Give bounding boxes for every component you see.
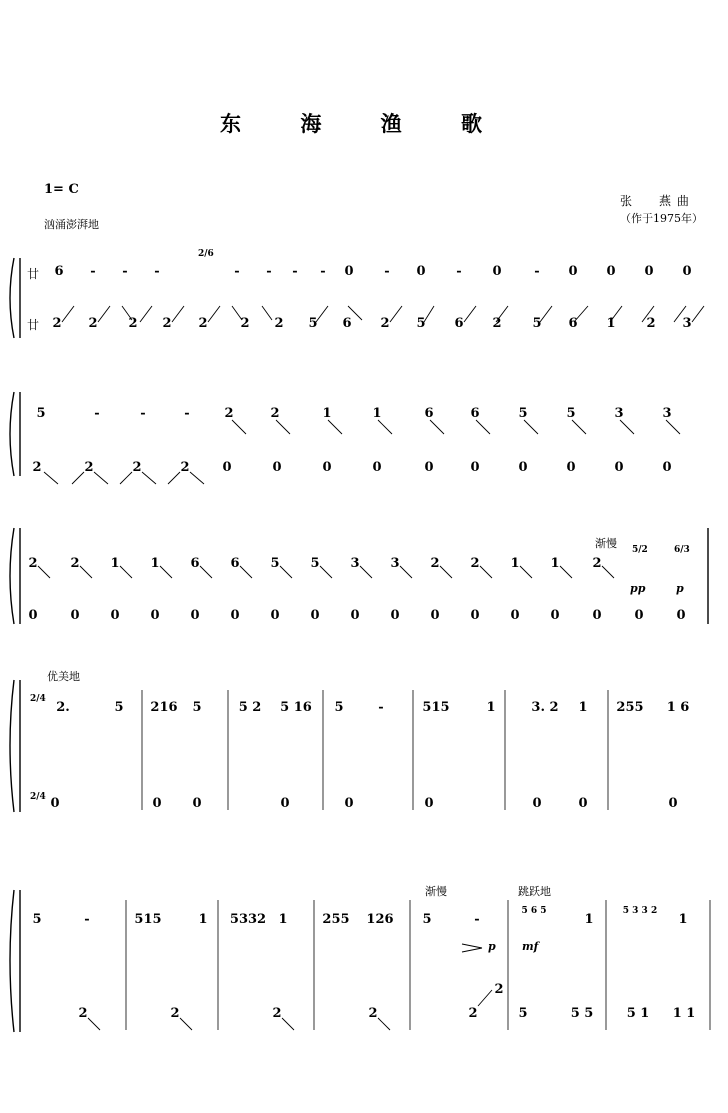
- note: -: [122, 264, 128, 279]
- note: 5: [518, 1006, 528, 1021]
- note: 5332: [229, 912, 267, 927]
- note: 2: [198, 316, 208, 331]
- note: 515: [134, 912, 162, 927]
- note: 0: [662, 460, 672, 475]
- note: 5: [310, 556, 320, 571]
- note: 2.: [56, 700, 70, 715]
- note: 3: [682, 316, 692, 331]
- note: 5 1: [626, 1006, 650, 1021]
- tempo-mark-1: 汹涌澎湃地: [44, 218, 99, 231]
- note: 0: [70, 608, 80, 623]
- note: 2: [128, 316, 138, 331]
- note: -: [184, 406, 190, 421]
- note: 2: [240, 316, 250, 331]
- note: 5: [422, 912, 432, 927]
- note: 2: [492, 316, 502, 331]
- note: 6: [454, 316, 464, 331]
- note: 0: [416, 264, 426, 279]
- note: -: [378, 700, 384, 715]
- note: -: [384, 264, 390, 279]
- time-signature-upper: 2/4: [30, 694, 46, 704]
- note: 0: [50, 796, 60, 811]
- note: 5 16: [280, 700, 312, 715]
- key-signature: 1= C: [44, 182, 79, 197]
- note: -: [154, 264, 160, 279]
- note-stack: 6/3: [674, 545, 690, 555]
- note-stack: 5/2: [632, 545, 648, 555]
- note: 2: [84, 460, 94, 475]
- note: 5: [334, 700, 344, 715]
- note: -: [90, 264, 96, 279]
- note: 0: [28, 608, 38, 623]
- note: 1 1: [672, 1006, 696, 1021]
- note: 0: [344, 264, 354, 279]
- note-group: 5 3 3 2: [622, 906, 658, 916]
- note: 0: [492, 264, 502, 279]
- note: 2: [162, 316, 172, 331]
- note: 1: [322, 406, 332, 421]
- note: 0: [152, 796, 162, 811]
- note: 2: [494, 982, 504, 997]
- note: 0: [272, 460, 282, 475]
- note: 3: [662, 406, 672, 421]
- tempo-mark-3: 优美地: [47, 670, 80, 683]
- page-title: 东 海 渔 歌: [220, 112, 508, 136]
- dynamic-p: p: [488, 940, 496, 953]
- note: 5: [36, 406, 46, 421]
- note: 1: [110, 556, 120, 571]
- note: 0: [550, 608, 560, 623]
- note: 0: [344, 796, 354, 811]
- note: 5: [308, 316, 318, 331]
- note: 5: [518, 406, 528, 421]
- note: 0: [614, 460, 624, 475]
- note: 2: [70, 556, 80, 571]
- note: 126: [366, 912, 394, 927]
- dynamic-pp: pp: [630, 582, 646, 595]
- note: 3: [350, 556, 360, 571]
- note: 515: [422, 700, 450, 715]
- note: 1: [198, 912, 208, 927]
- note: 2: [32, 460, 42, 475]
- note: 0: [682, 264, 692, 279]
- note: 6: [470, 406, 480, 421]
- note: 2: [470, 556, 480, 571]
- note: 2: [78, 1006, 88, 1021]
- note: 1: [278, 912, 288, 927]
- note: 2: [270, 406, 280, 421]
- part-label-lower: 廿: [27, 318, 40, 332]
- note: 2: [646, 316, 656, 331]
- note: 0: [606, 264, 616, 279]
- note: 6: [54, 264, 64, 279]
- part-label-upper: 廿: [27, 267, 40, 281]
- note: 1: [486, 700, 496, 715]
- note: 0: [350, 608, 360, 623]
- note: 2: [380, 316, 390, 331]
- note: 0: [430, 608, 440, 623]
- note: 1: [550, 556, 560, 571]
- note: -: [234, 264, 240, 279]
- note: 1: [510, 556, 520, 571]
- note: 0: [110, 608, 120, 623]
- note: 2: [274, 316, 284, 331]
- note: 0: [578, 796, 588, 811]
- note: 0: [644, 264, 654, 279]
- note: 0: [424, 796, 434, 811]
- note: 2: [170, 1006, 180, 1021]
- note: 6: [424, 406, 434, 421]
- dynamic-mf: mf: [522, 940, 539, 953]
- note: 0: [568, 264, 578, 279]
- dynamic-p: p: [676, 582, 684, 595]
- note: 6: [230, 556, 240, 571]
- note: 1: [584, 912, 594, 927]
- note: 1: [678, 912, 688, 927]
- note: 1: [372, 406, 382, 421]
- note: 5: [416, 316, 426, 331]
- tempo-mark-5: 跳跃地: [518, 885, 551, 898]
- note: -: [84, 912, 90, 927]
- note: 1 6: [666, 700, 690, 715]
- note: 2: [468, 1006, 478, 1021]
- note: 2: [430, 556, 440, 571]
- note: 216: [150, 700, 178, 715]
- note: 2: [368, 1006, 378, 1021]
- time-signature-lower: 2/4: [30, 792, 46, 802]
- note: 0: [510, 608, 520, 623]
- note: 2: [180, 460, 190, 475]
- note-stack: 2/6: [198, 249, 214, 259]
- tempo-mark-4: 渐慢: [425, 885, 447, 898]
- note: 0: [634, 608, 644, 623]
- note: 0: [222, 460, 232, 475]
- note: 0: [668, 796, 678, 811]
- note: -: [292, 264, 298, 279]
- note-group: 5 6 5: [521, 906, 547, 916]
- note: 2: [88, 316, 98, 331]
- composer-credit: 张 燕 曲: [620, 194, 690, 208]
- note: 0: [310, 608, 320, 623]
- note: 3. 2: [531, 700, 559, 715]
- note: 1: [578, 700, 588, 715]
- note: 0: [470, 608, 480, 623]
- note: 0: [192, 796, 202, 811]
- note: 0: [518, 460, 528, 475]
- note: 255: [616, 700, 644, 715]
- note: -: [140, 406, 146, 421]
- note: 5 2: [238, 700, 262, 715]
- note: 0: [322, 460, 332, 475]
- tempo-mark-2: 渐慢: [595, 537, 617, 550]
- note: -: [474, 912, 480, 927]
- note: 2: [52, 316, 62, 331]
- note: 5: [114, 700, 124, 715]
- note: 5: [270, 556, 280, 571]
- note: -: [320, 264, 326, 279]
- note: 5: [532, 316, 542, 331]
- note: 2: [132, 460, 142, 475]
- note: 5: [32, 912, 42, 927]
- note: 1: [606, 316, 616, 331]
- note: 255: [322, 912, 350, 927]
- note: 0: [150, 608, 160, 623]
- note: 0: [470, 460, 480, 475]
- note: 0: [676, 608, 686, 623]
- note: 2: [592, 556, 602, 571]
- note: 2: [272, 1006, 282, 1021]
- note: 6: [190, 556, 200, 571]
- note: 5 5: [570, 1006, 594, 1021]
- note: 1: [150, 556, 160, 571]
- note: 0: [190, 608, 200, 623]
- note: 0: [566, 460, 576, 475]
- note: 5: [566, 406, 576, 421]
- note: 3: [614, 406, 624, 421]
- composition-year: （作于1975年）: [620, 212, 703, 225]
- note: -: [456, 264, 462, 279]
- note: 0: [592, 608, 602, 623]
- note: 0: [424, 460, 434, 475]
- note: 2: [28, 556, 38, 571]
- note: 6: [568, 316, 578, 331]
- note: 0: [270, 608, 280, 623]
- note: 0: [230, 608, 240, 623]
- note: 0: [390, 608, 400, 623]
- note: 5: [192, 700, 202, 715]
- note: 0: [372, 460, 382, 475]
- note: -: [266, 264, 272, 279]
- note: 3: [390, 556, 400, 571]
- note: -: [534, 264, 540, 279]
- note: 0: [280, 796, 290, 811]
- note: 0: [532, 796, 542, 811]
- note: 6: [342, 316, 352, 331]
- note: -: [94, 406, 100, 421]
- note: 2: [224, 406, 234, 421]
